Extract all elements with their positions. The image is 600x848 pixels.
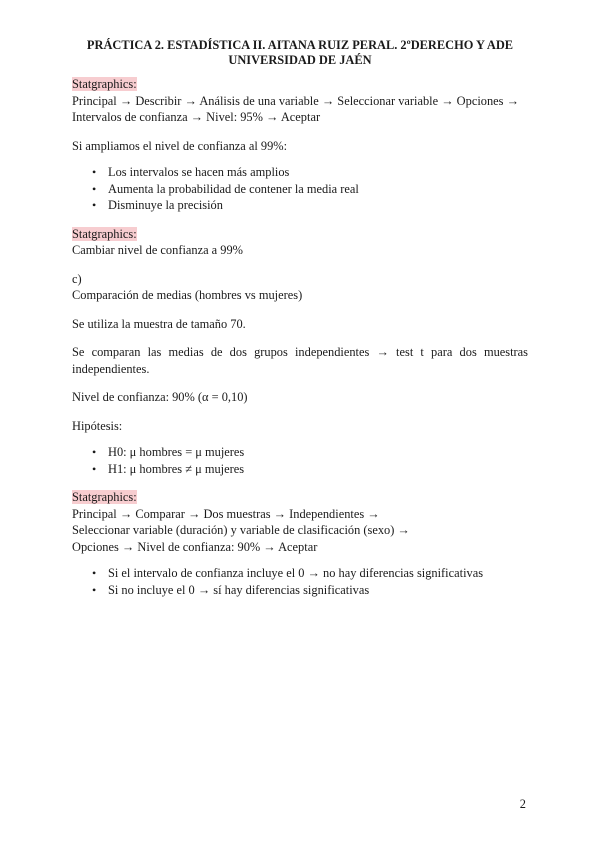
section-c-title: Comparación de medias (hombres vs mujeres) [72, 288, 303, 302]
steps-line: Seleccionar variable (duración) y variable de clasificación (sexo) → [72, 523, 410, 537]
title-line-1: PRÁCTICA 2. ESTADÍSTICA II. AITANA RUIZ PERAL. 2ºDERECHO Y ADE [86, 38, 514, 52]
statgraphics-label-3 [72, 489, 528, 506]
section-c-label: c) [72, 271, 82, 286]
title-line-2: UNIVERSIDAD DE JAÉN [228, 53, 372, 67]
steps-line: Opciones → Nivel de confianza: 90% → Aceptar [72, 539, 318, 554]
list-item: • Aumenta la probabilidad de contener la media real [108, 181, 528, 198]
statgraphics-label-1 [72, 76, 528, 93]
bullet-list-2 [72, 565, 528, 598]
steps-line: Intervalos de confianza → Nivel: 95% → Aceptar [72, 110, 321, 124]
document-page [72, 38, 528, 598]
hypothesis-label: Hipótesis: [72, 418, 123, 433]
highlight: Statgraphics: [72, 490, 137, 504]
list-item: • H0: μ hombres = μ mujeres [108, 444, 528, 461]
bullet-list-1 [72, 164, 528, 214]
steps-line: Principal → Describir → Análisis de una variable → Seleccionar variable → Opciones → [72, 93, 519, 108]
list-item: • Disminuye la precisión [108, 197, 528, 214]
highlight: Statgraphics: [72, 77, 137, 91]
list-item: • H1: μ hombres ≠ μ mujeres [108, 461, 528, 478]
list-item: • Si el intervalo de confianza incluye el 0 → no hay diferencias significativas [108, 565, 528, 582]
hypothesis-list [72, 444, 528, 477]
page-number: 2 [519, 797, 526, 811]
page-title [72, 38, 528, 68]
list-item: • Si no incluye el 0 → sí hay diferencias significativas [108, 582, 528, 599]
statgraphics-label-2 [72, 226, 528, 243]
list-item: • Los intervalos se hacen más amplios [108, 164, 528, 181]
steps-line: Principal → Comparar → Dos muestras → Independientes → [72, 506, 380, 521]
highlight: Statgraphics: [72, 226, 137, 241]
confidence-level: Nivel de confianza: 90% (α = 0,10) [72, 390, 248, 404]
paragraph-99: Si ampliamos el nivel de confianza al 99%: [72, 138, 288, 153]
steps-line: Cambiar nivel de confianza a 99% [72, 243, 243, 257]
compare-paragraph: Se comparan las medias de dos grupos independientes → test t para dos muestras independientes. [72, 345, 528, 376]
sample-paragraph: Se utiliza la muestra de tamaño 70. [72, 316, 246, 331]
